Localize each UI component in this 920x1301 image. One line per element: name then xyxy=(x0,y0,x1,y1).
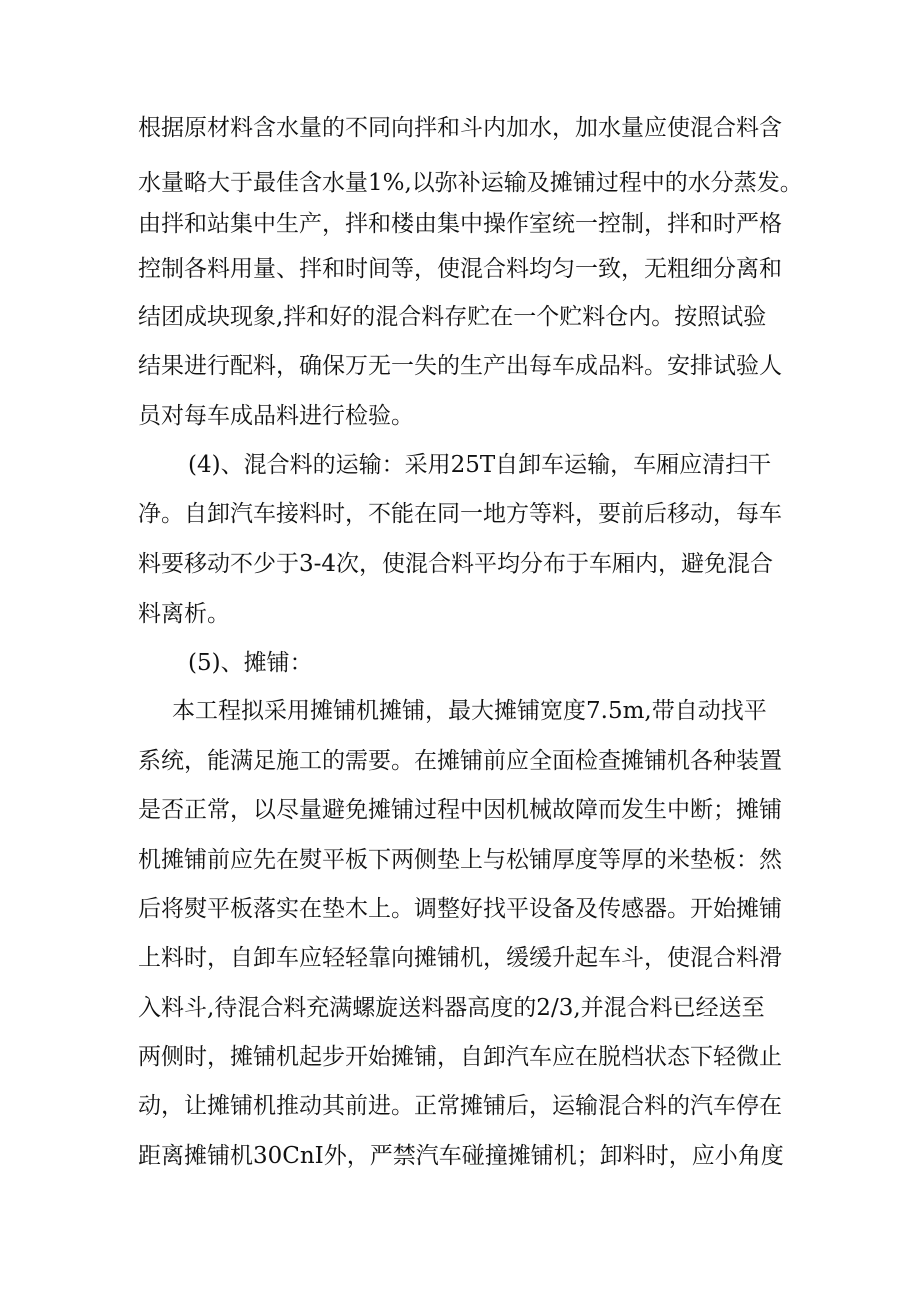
text-line: 料离析。 xyxy=(138,601,230,627)
section-heading: (4)、混合料的运输：采用25T自卸车运输，车厢应清扫干 xyxy=(188,452,772,478)
text-line: 水量略大于最佳含水量1%,以弥补运输及摊铺过程中的水分蒸发。 xyxy=(138,170,803,196)
text-line: 系统，能满足施工的需要。在摊铺前应全面检查摊铺机各种装置 xyxy=(138,748,782,774)
text-line: 净。自卸汽车接料时，不能在同一地方等料，要前后移动，每车 xyxy=(138,501,782,527)
text-line: 结果进行配料，确保万无一失的生产出每车成品料。安排试验人 xyxy=(138,353,782,379)
text-line: 本工程拟采用摊铺机摊铺，最大摊铺宽度7.5m,带自动找平 xyxy=(172,698,767,724)
text-line: 距离摊铺机30CnI外，严禁汽车碰撞摊铺机；卸料时，应小角度 xyxy=(138,1143,784,1169)
text-line: 根据原材料含水量的不同向拌和斗内加水，加水量应使混合料含 xyxy=(138,115,782,141)
text-line: 后将熨平板落实在垫木上。调整好找平设备及传感器。开始摊铺 xyxy=(138,896,782,922)
text-line: 结团成块现象,拌和好的混合料存贮在一个贮料仓内。按照试验 xyxy=(138,304,767,330)
text-line: 机摊铺前应先在熨平板下两侧垫上与松铺厚度等厚的米垫板：然 xyxy=(138,847,782,873)
text-line: 两侧时，摊铺机起步开始摊铺，自卸汽车应在脱档状态下轻微止 xyxy=(138,1044,782,1070)
text-line: 由拌和站集中生产，拌和楼由集中操作室统一控制，拌和时严格 xyxy=(138,211,782,237)
text-line: 动，让摊铺机推动其前进。正常摊铺后，运输混合料的汽车停在 xyxy=(138,1093,782,1119)
text-line: 是否正常，以尽量避免摊铺过程中因机械故障而发生中断；摊铺 xyxy=(138,797,782,823)
text-line: 入料斗,待混合料充满螺旋送料器高度的2/3,并混合料已经送至 xyxy=(138,995,765,1021)
text-line: 上料时，自卸车应轻轻靠向摊铺机，缓缓升起车斗，使混合料滑 xyxy=(138,945,782,971)
section-heading: (5)、摊铺： xyxy=(188,650,313,676)
text-line: 员对每车成品料进行检验。 xyxy=(138,403,414,429)
text-line: 料要移动不少于3-4次，使混合料平均分布于车厢内，避免混合 xyxy=(138,551,774,577)
text-line: 控制各料用量、拌和时间等，使混合料均匀一致，无粗细分离和 xyxy=(138,256,782,282)
